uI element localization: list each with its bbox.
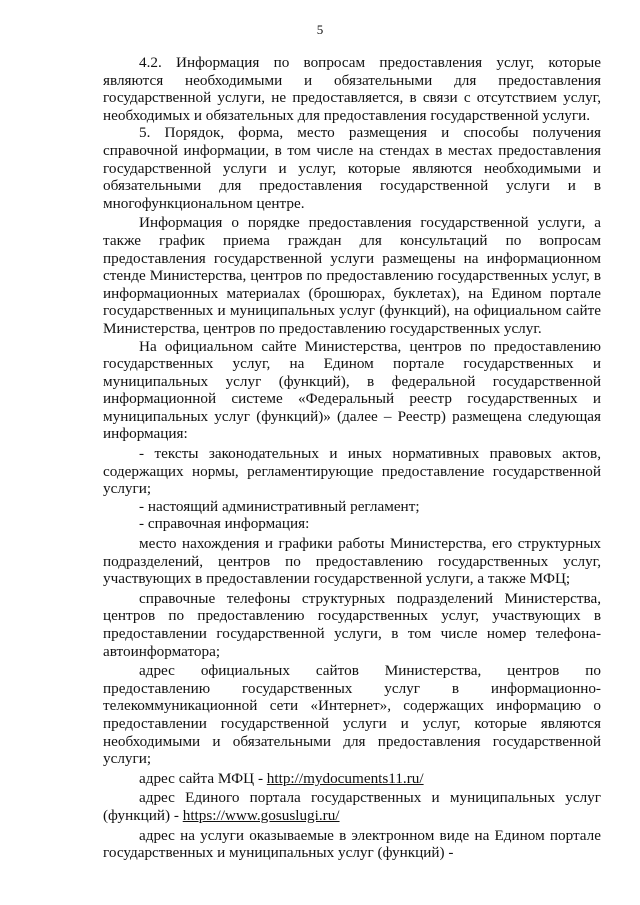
paragraph-5-heading: 5. Порядок, форма, место размещения и способы получения справочной информации, в том числе на стендах в местах предоставления государственной услуги и услуг, которые являются необходимыми и обязательными для предоставления государственной услуги и в многофункциональном центре. bbox=[103, 124, 601, 212]
paragraph-electronic-services: адрес на услуги оказываемые в электронном виде на Едином портале государственных и муниципальных услуг (функций) - bbox=[103, 826, 601, 862]
list-item-legal-texts: - тексты законодательных и иных нормативных правовых актов, содержащих нормы, регламентирующие предоставление государственной услуги; bbox=[103, 445, 601, 498]
paragraph-4-2: 4.2. Информация по вопросам предоставления услуг, которые являются необходимыми и обязательными для предоставления государственной услуги, не предоставляется, в связи с отсутствием услуг, необходимых и обязательных для предоставления государственной услуги. bbox=[103, 54, 601, 124]
list-item-reference-info: - справочная информация: bbox=[139, 515, 310, 533]
paragraph-info-order: Информация о порядке предоставления государственной услуги, а также график приема граждан для консультаций по вопросам предоставления государственной услуги размещены на информационном стенде Министерства, центров по предоставлению государственных услуг, в информационных материалах (брошюрах, буклетах), на Едином портале государственных и муниципальных услуг (функций), на официальном сайте Министерства, центров по предоставлению государственных услуг. bbox=[103, 214, 601, 337]
mfc-site-prefix: адрес сайта МФЦ - bbox=[139, 769, 267, 787]
page-number: 5 bbox=[316, 22, 324, 37]
paragraph-official-sites: адрес официальных сайтов Министерства, центров по предоставлению государственных услуг в информационно-телекоммуникационной сети «Интернет», содержащих информацию о предоставлении государственной услуги и услуг, которые являются необходимыми и обязательными для предоставления государственной услуги; bbox=[103, 662, 601, 768]
paragraph-official-site: На официальном сайте Министерства, центров по предоставлению государственных услуг, на Едином портале государственных и муниципальных услуг (функций), в федеральной государственной информационной системе «Федеральный реестр государственных и муниципальных услуг (функций)» (далее – Реестр) размещена следующая информация: bbox=[103, 337, 601, 443]
paragraph-portal-site bbox=[103, 789, 601, 824]
portal-site-link[interactable]: https://www.gosuslugi.ru/ bbox=[182, 806, 340, 824]
mfc-site-link[interactable]: http://mydocuments11.ru/ bbox=[266, 769, 424, 787]
paragraph-mfc-site bbox=[103, 770, 601, 788]
list-item-regulation: - настоящий административный регламент; bbox=[139, 497, 420, 515]
paragraph-phones: справочные телефоны структурных подразделений Министерства, центров по предоставлению государственных услуг, участвующих в предоставлении государственной услуги, в том числе номер телефона-автоинформатора; bbox=[103, 589, 601, 660]
document-body bbox=[103, 54, 601, 862]
paragraph-locations: место нахождения и графики работы Министерства, его структурных подразделений, центров по предоставлению государственных услуг, участвующих в предоставлении государственной услуги, а также МФЦ; bbox=[103, 535, 601, 588]
portal-site-prefix: адрес Единого портала государственных и муниципальных услуг (функций) - bbox=[103, 789, 601, 824]
